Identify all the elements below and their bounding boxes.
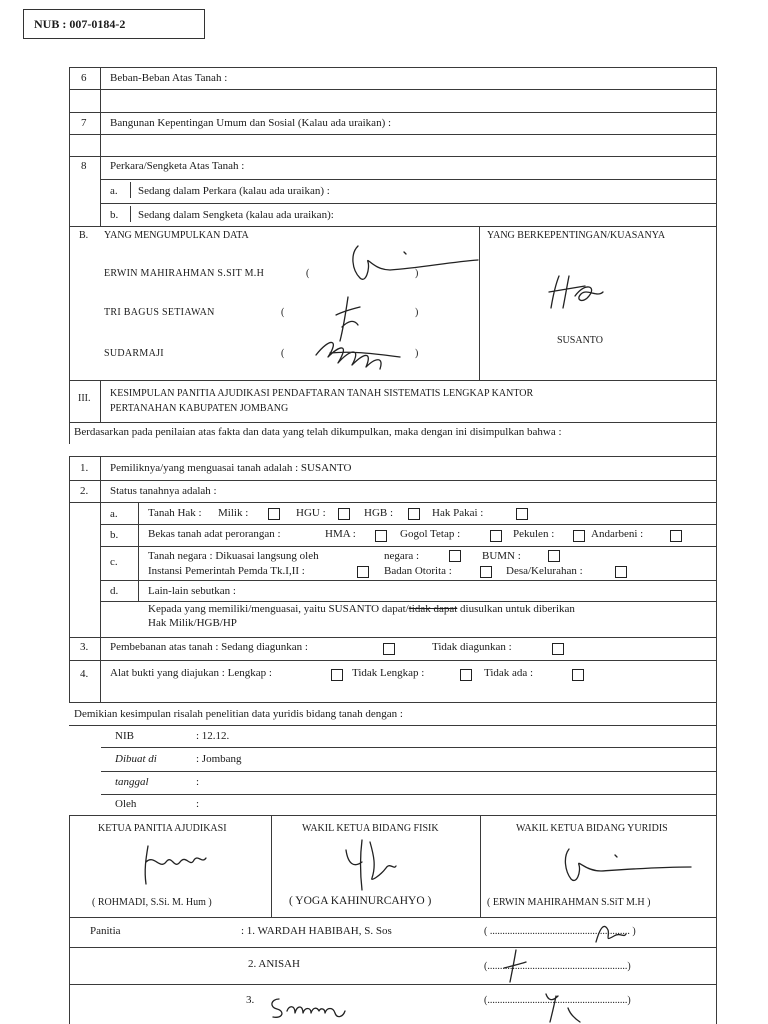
collector-close-2: ) xyxy=(415,307,419,318)
nub-box xyxy=(23,9,205,39)
row6-label: Beban-Beban Atas Tanah : xyxy=(110,72,228,84)
field-nib-label: NIB xyxy=(115,730,134,742)
checkbox-bumn[interactable] xyxy=(548,550,560,562)
member-2-entry: 2. ANISAH xyxy=(248,958,300,970)
table-border-left xyxy=(69,67,70,422)
item2d-strike: tidak dapat xyxy=(408,603,458,615)
table-border-right xyxy=(716,67,717,1024)
signature-erwin-2 xyxy=(555,845,695,890)
section-c-roman: III. xyxy=(78,393,91,404)
member-1-entry: : 1. WARDAH HABIBAH, S. Sos xyxy=(241,925,392,937)
member-1-dots: ( ........................................................ ) xyxy=(484,926,636,937)
item2c-negara-label: negara : xyxy=(384,550,420,562)
checkbox-gogol-tetap[interactable] xyxy=(490,530,502,542)
checkbox-tidak-ada[interactable] xyxy=(572,669,584,681)
item4-opt3: Tidak ada : xyxy=(484,667,534,679)
signature-susanto xyxy=(545,272,605,314)
checkbox-hgu[interactable] xyxy=(338,508,350,520)
section-c-intro: Berdasarkan pada penilaian atas fakta dan data yang telah dikumpulkan, maka dengan ini disimpulkan bahwa : xyxy=(74,426,562,438)
checkbox-hma[interactable] xyxy=(375,530,387,542)
field-dibuat-value: : Jombang xyxy=(196,753,242,765)
row7-num: 7 xyxy=(81,117,87,129)
item2d-letter: d. xyxy=(110,585,119,597)
checkbox-badan-otorita[interactable] xyxy=(480,566,492,578)
member-3-dots: (........................................................) xyxy=(484,995,631,1006)
vice-juridical-title: WAKIL KETUA BIDANG YURIDIS xyxy=(516,823,668,834)
checkbox-hak-pakai[interactable] xyxy=(516,508,528,520)
checkbox-negara[interactable] xyxy=(449,550,461,562)
collector-heading: YANG MENGUMPULKAN DATA xyxy=(104,230,249,241)
item2b-hma-label: HMA : xyxy=(325,528,356,540)
item2c-desa-label: Desa/Kelurahan : xyxy=(506,565,583,577)
interested-name: SUSANTO xyxy=(557,335,603,346)
item2a-hgu-label: HGU : xyxy=(296,507,326,519)
signature-yoga xyxy=(340,836,400,892)
item2-label: Status tanahnya adalah : xyxy=(110,485,217,497)
item4-label: Alat bukti yang diajukan : Lengkap : xyxy=(110,667,272,679)
item2c-bumn-label: BUMN : xyxy=(482,550,521,562)
item2b-andarbeni-label: Andarbeni : xyxy=(591,528,644,540)
field-oleh-value: : xyxy=(196,798,200,810)
collector-open-2: ( xyxy=(281,307,285,318)
item1-label: Pemiliknya/yang menguasai tanah adalah : SUSANTO xyxy=(110,462,352,474)
signature-erwin-1 xyxy=(340,240,480,290)
item2b-prefix: Bekas tanah adat perorangan : xyxy=(148,528,281,540)
item2d-text-1b: diusulkan untuk diberikan xyxy=(457,603,575,615)
checkbox-andarbeni[interactable] xyxy=(670,530,682,542)
field-tanggal-label: tanggal xyxy=(115,776,149,788)
item2d-text-2: Hak Milik/HGB/HP xyxy=(148,617,237,629)
field-oleh-label: Oleh xyxy=(115,798,137,810)
field-dibuat-label: Dibuat di xyxy=(115,753,157,765)
checkbox-tidak-lengkap[interactable] xyxy=(460,669,472,681)
item2c-instansi-label: Instansi Pemerintah Pemda Tk.I,II : xyxy=(148,565,305,577)
checkbox-sedang-diagunkan[interactable] xyxy=(383,643,395,655)
signature-anisah xyxy=(500,948,530,984)
checkbox-desa-kelurahan[interactable] xyxy=(615,566,627,578)
collector-name-3: SUDARMAJI xyxy=(104,348,164,359)
checkbox-pekulen[interactable] xyxy=(573,530,585,542)
collector-close-3: ) xyxy=(415,348,419,359)
signature-member-3 xyxy=(265,995,355,1024)
closing-statement: Demikian kesimpulan risalah penelitian data yuridis bidang tanah dengan : xyxy=(74,708,403,720)
checkbox-tidak-diagunkan[interactable] xyxy=(552,643,564,655)
item2a-milik-label: Milik : xyxy=(218,507,249,519)
signature-wardah xyxy=(590,918,630,948)
item2c-letter: c. xyxy=(110,556,118,568)
collector-open-3: ( xyxy=(281,348,285,359)
member-3-entry: 3. xyxy=(246,994,255,1006)
item3-num: 3. xyxy=(80,641,89,653)
item3-label: Pembebanan atas tanah : Sedang diagunkan : xyxy=(110,641,308,653)
item1-num: 1. xyxy=(80,462,89,474)
row8-num: 8 xyxy=(81,160,87,172)
item2c-line1-prefix: Tanah negara : Dikuasai langsung oleh xyxy=(148,550,319,562)
field-nib-value: : 12.12. xyxy=(196,730,230,742)
panitia-label: Panitia xyxy=(90,925,121,937)
checkbox-hgb[interactable] xyxy=(408,508,420,520)
nub-number: NUB : 007-0184-2 xyxy=(34,17,126,31)
item2-num: 2. xyxy=(80,485,89,497)
collector-name-2: TRI BAGUS SETIAWAN xyxy=(104,307,215,318)
vice-juridical-name: ( ERWIN MAHIRAHMAN S.SiT M.H ) xyxy=(487,897,651,908)
member-2-dots: (........................................................) xyxy=(484,961,631,972)
item2d-label: Lain-lain sebutkan : xyxy=(148,585,236,597)
row8b-letter: b. xyxy=(110,209,119,221)
vice-physical-title: WAKIL KETUA BIDANG FISIK xyxy=(302,823,439,834)
item2a-prefix: Tanah Hak : xyxy=(148,507,202,519)
item2c-badan-label: Badan Otorita : xyxy=(384,565,452,577)
field-tanggal-value: : xyxy=(196,776,200,788)
item4-num: 4. xyxy=(80,668,89,680)
item3-option-label: Tidak diagunkan : xyxy=(432,641,512,653)
row8-label: Perkara/Sengketa Atas Tanah : xyxy=(110,160,245,172)
item2a-letter: a. xyxy=(110,508,118,520)
chair-name: ( ROHMADI, S.Si. M. Hum ) xyxy=(92,897,212,908)
row8a-letter: a. xyxy=(110,185,118,197)
section-c-title-2: PERTANAHAN KABUPATEN JOMBANG xyxy=(110,403,289,414)
checkbox-lengkap[interactable] xyxy=(331,669,343,681)
signature-rohmadi xyxy=(140,840,210,890)
collector-open-1: ( xyxy=(306,268,310,279)
row8a-label: Sedang dalam Perkara (kalau ada uraikan) : xyxy=(138,185,330,197)
row7-label: Bangunan Kepentingan Umum dan Sosial (Kalau ada uraikan) : xyxy=(110,117,392,129)
item2d-text-1a: Kepada yang memiliki/menguasai, yaitu SUSANTO dapat/ xyxy=(148,603,409,615)
item4-opt2: Tidak Lengkap : xyxy=(352,667,425,679)
checkbox-milik[interactable] xyxy=(268,508,280,520)
item2d-text-1 xyxy=(148,603,575,616)
section-b-letter: B. xyxy=(79,230,89,241)
row8b-label: Sedang dalam Sengketa (kalau ada uraikan): xyxy=(138,209,334,221)
row6-num: 6 xyxy=(81,72,87,84)
item2b-pekulen-label: Pekulen : xyxy=(513,528,555,540)
signature-member-3b xyxy=(540,988,590,1024)
signature-sudarmaji xyxy=(310,335,410,375)
item2b-gogol-label: Gogol Tetap : xyxy=(400,528,461,540)
item2b-letter: b. xyxy=(110,529,119,541)
item2a-hakpakai-label: Hak Pakai : xyxy=(432,507,484,519)
item2a-hgb-label: HGB : xyxy=(364,507,394,519)
chair-title: KETUA PANITIA AJUDIKASI xyxy=(98,823,227,834)
table-border-top xyxy=(69,67,716,68)
checkbox-instansi-pemda[interactable] xyxy=(357,566,369,578)
section-c-title-1: KESIMPULAN PANITIA AJUDIKASI PENDAFTARAN TANAH SISTEMATIS LENGKAP KANTOR xyxy=(110,388,534,399)
interested-heading: YANG BERKEPENTINGAN/KUASANYA xyxy=(487,230,666,241)
collector-name-1: ERWIN MAHIRAHMAN S.SIT M.H xyxy=(104,268,265,279)
vice-physical-name: ( YOGA KAHINURCAHYO ) xyxy=(289,895,432,907)
collector-close-1: ) xyxy=(415,268,419,279)
